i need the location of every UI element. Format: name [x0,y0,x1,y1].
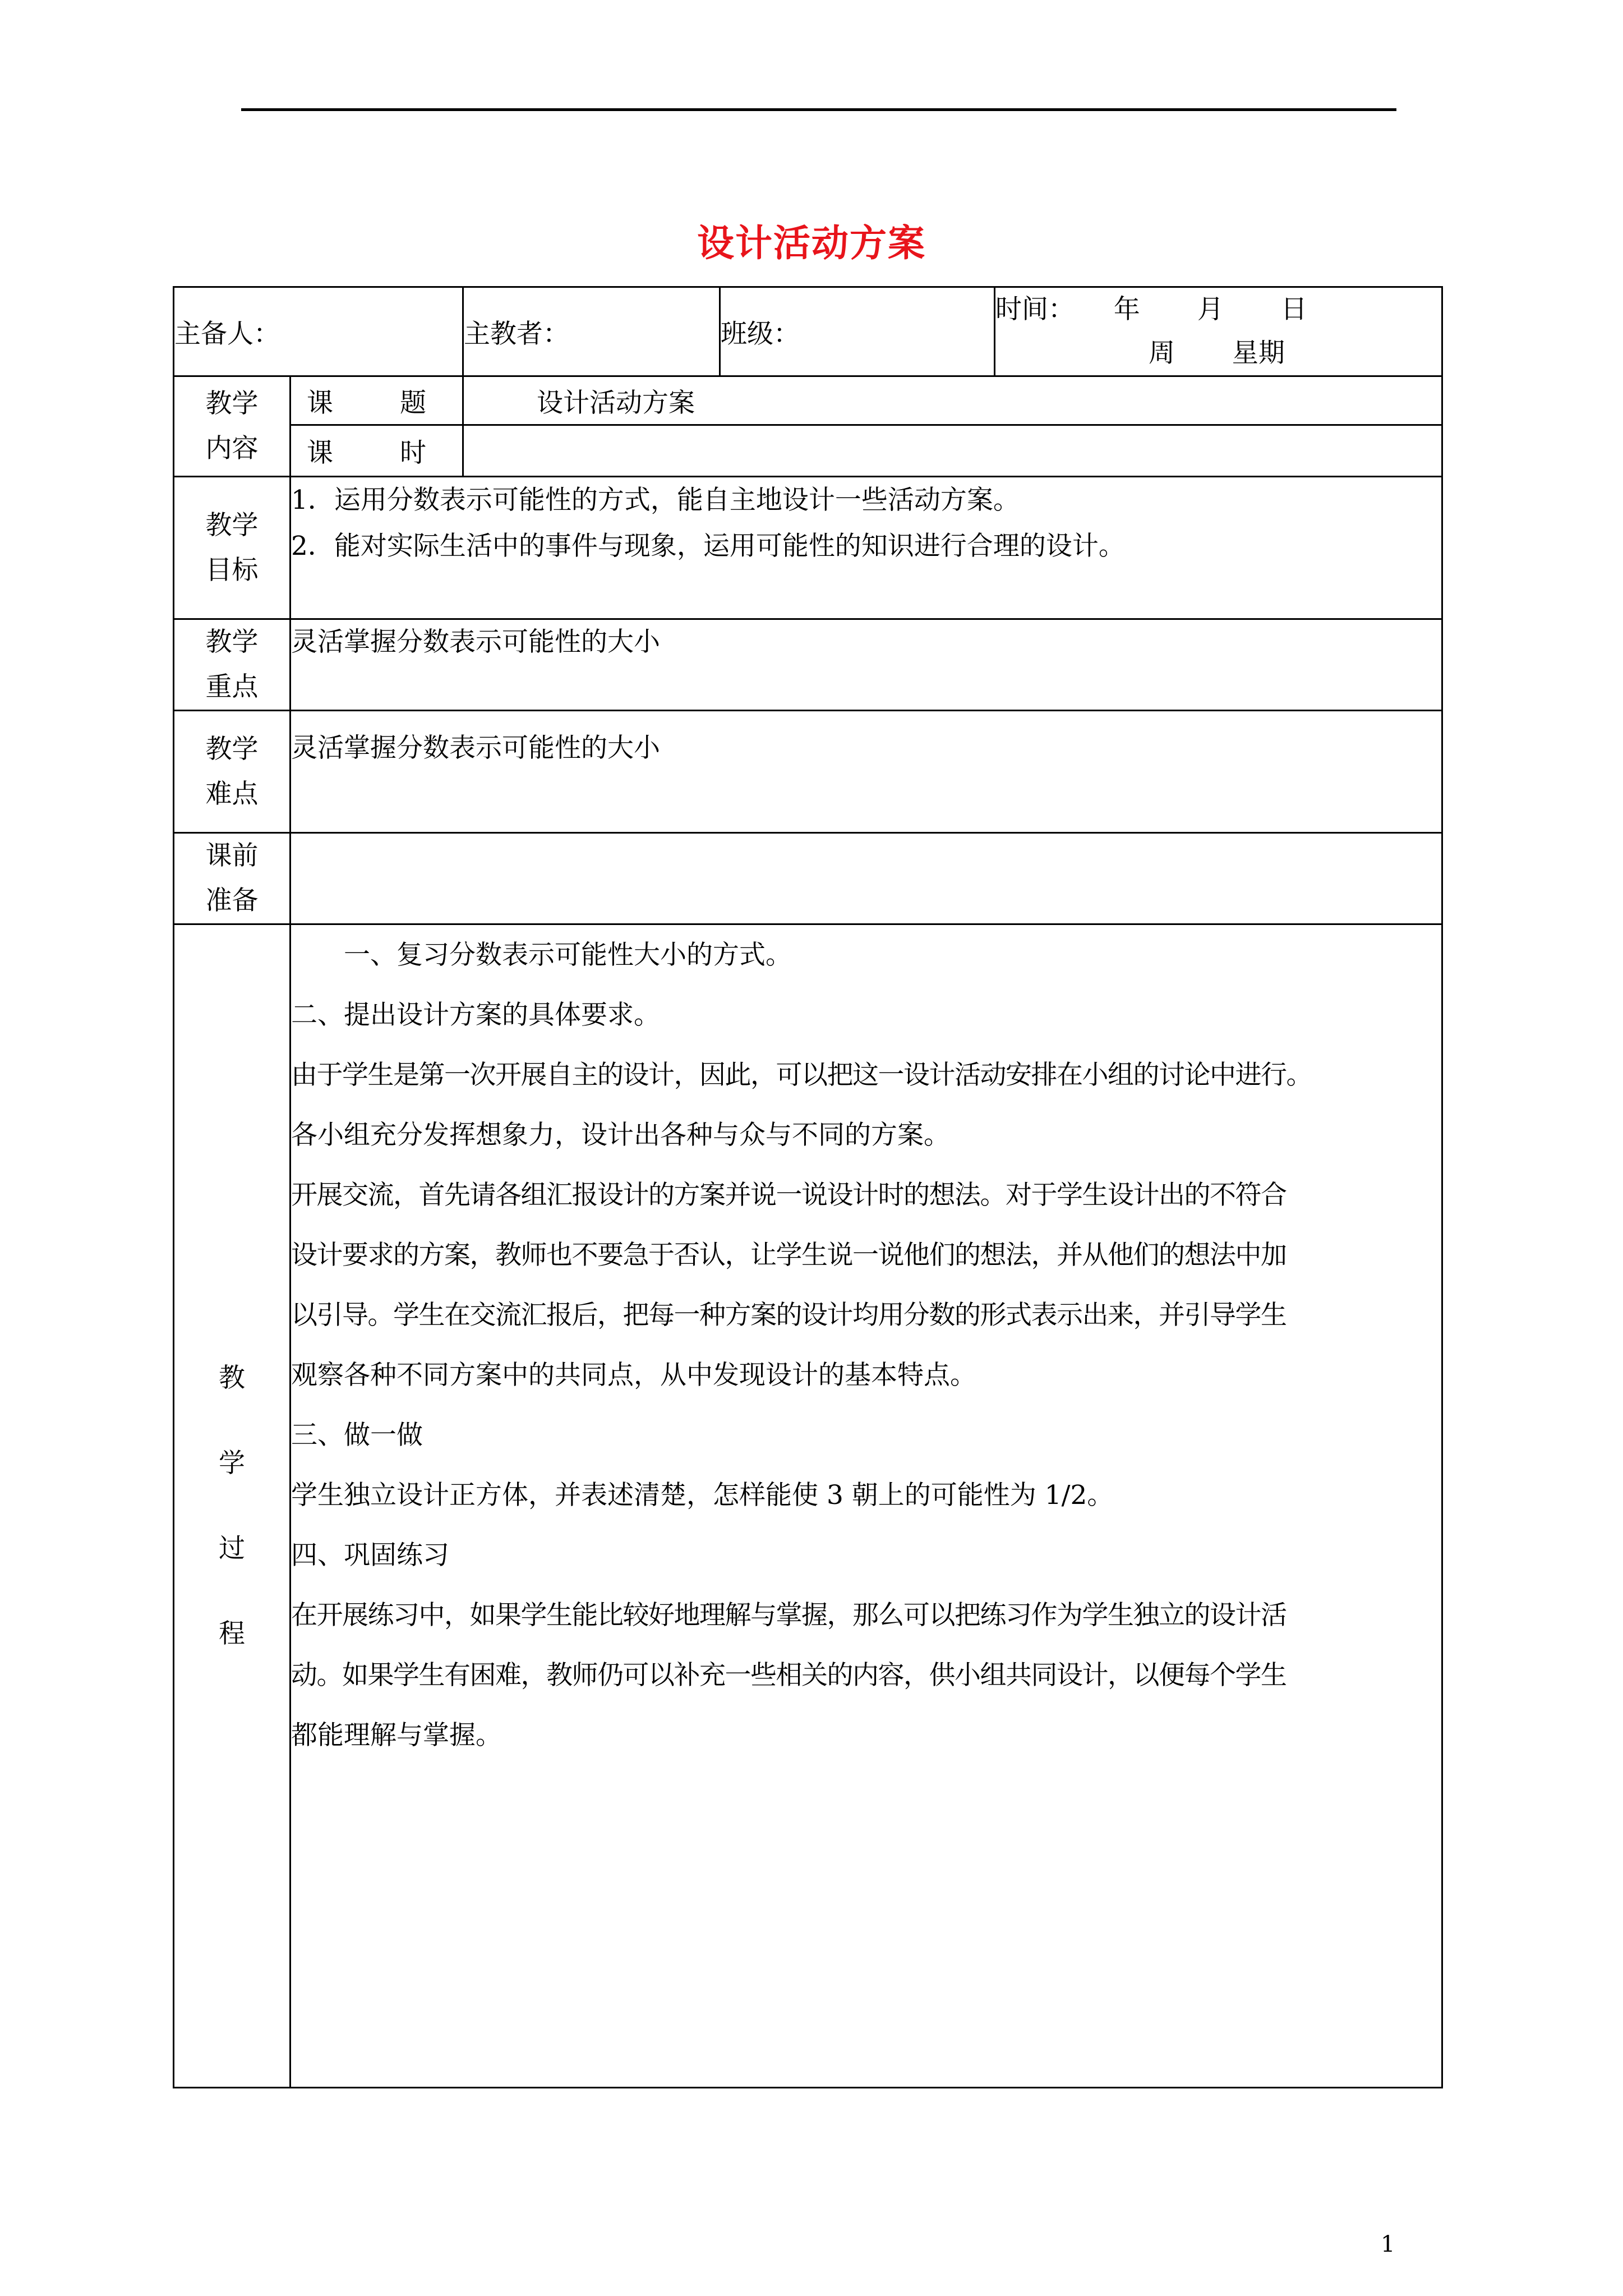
teaching-goals-content [291,477,1442,619]
process-line: 在开展练习中，如果学生能比较好地理解与掌握，那么可以把练习作为学生独立的设计活 [291,1600,1287,1631]
day-label: 日 [1280,294,1307,325]
preparer-label: 主备人： [174,318,280,349]
process-line: 以引导。学生在交流汇报后，把每一种方案的设计均用分数的形式表示出来，并引导学生 [291,1300,1287,1331]
process-label-char: 过 [219,1533,245,1564]
year-label: 年 [1113,294,1140,325]
time-label: 时间： [995,294,1075,325]
header-row [174,287,1442,376]
lesson-plan-table [173,286,1443,2088]
week-label: 周 [1148,338,1175,369]
preparer-cell [174,287,463,376]
goal-item: 1．运用分数表示可能性的方式，能自主地设计一些活动方案。 [291,485,1020,516]
topic-value: 设计活动方案 [463,376,1442,425]
process-row [174,924,1442,2088]
preparation-label: 课前准备 [174,833,291,924]
topic-row [174,376,1442,425]
process-label-char: 教 [219,1362,245,1393]
hours-label: 课 时 [291,425,463,477]
teaching-content-label: 教学内容 [174,376,291,477]
difficulties-text: 灵活掌握分数表示可能性的大小 [291,711,1442,833]
class-cell [720,287,995,376]
process-line: 设计要求的方案，教师也不要急于否认，让学生说一说他们的想法，并从他们的想法中加 [291,1240,1287,1271]
process-line: 由于学生是第一次开展自主的设计，因此，可以把这一设计活动安排在小组的讨论中进行。 [291,1060,1312,1091]
hours-value [463,425,1442,477]
process-line: 都能理解与掌握。 [291,1720,502,1751]
key-points-row [174,619,1442,711]
process-line: 观察各种不同方案中的共同点，从中发现设计的基本特点。 [291,1360,976,1391]
process-line: 动。如果学生有困难，教师仍可以补充一些相关的内容，供小组共同设计，以便每个学生 [291,1660,1287,1691]
key-points-text: 灵活掌握分数表示可能性的大小 [291,619,1442,711]
process-line: 一、复习分数表示可能性大小的方式。 [291,940,792,970]
difficulties-label: 教学难点 [174,711,291,833]
teacher-label: 主教者： [464,318,569,349]
process-line: 四、巩固练习 [291,1540,449,1571]
difficulties-row [174,711,1442,833]
header-rule [241,108,1396,111]
process-label-char: 程 [219,1618,245,1649]
teacher-cell [463,287,720,376]
process-label-char: 学 [219,1447,245,1479]
process-label [174,924,291,2088]
class-label: 班级： [721,318,800,349]
hours-row [174,425,1442,477]
month-label: 月 [1197,294,1224,325]
preparation-text [291,833,1442,924]
page-number: 1 [1381,2231,1395,2257]
teaching-goals-label: 教学目标 [174,477,291,619]
goal-item: 2．能对实际生活中的事件与现象，运用可能性的知识进行合理的设计。 [291,531,1125,562]
document-title: 设计活动方案 [697,221,926,265]
goals-row [174,477,1442,619]
process-line: 学生独立设计正方体，并表述清楚，怎样能使 3 朝上的可能性为 1/2。 [291,1480,1114,1511]
process-line: 二、提出设计方案的具体要求。 [291,1000,660,1030]
process-line: 三、做一做 [291,1420,423,1451]
process-line: 开展交流，首先请各组汇报设计的方案并说一说设计时的想法。对于学生设计出的不符合 [291,1180,1287,1211]
process-content [291,924,1442,2088]
weekday-label: 星期 [1232,338,1285,369]
preparation-row [174,833,1442,924]
topic-label: 课 题 [291,376,463,425]
process-line: 各小组充分发挥想象力，设计出各种与众与不同的方案。 [291,1120,950,1151]
key-points-label: 教学重点 [174,619,291,711]
time-cell [995,287,1442,376]
